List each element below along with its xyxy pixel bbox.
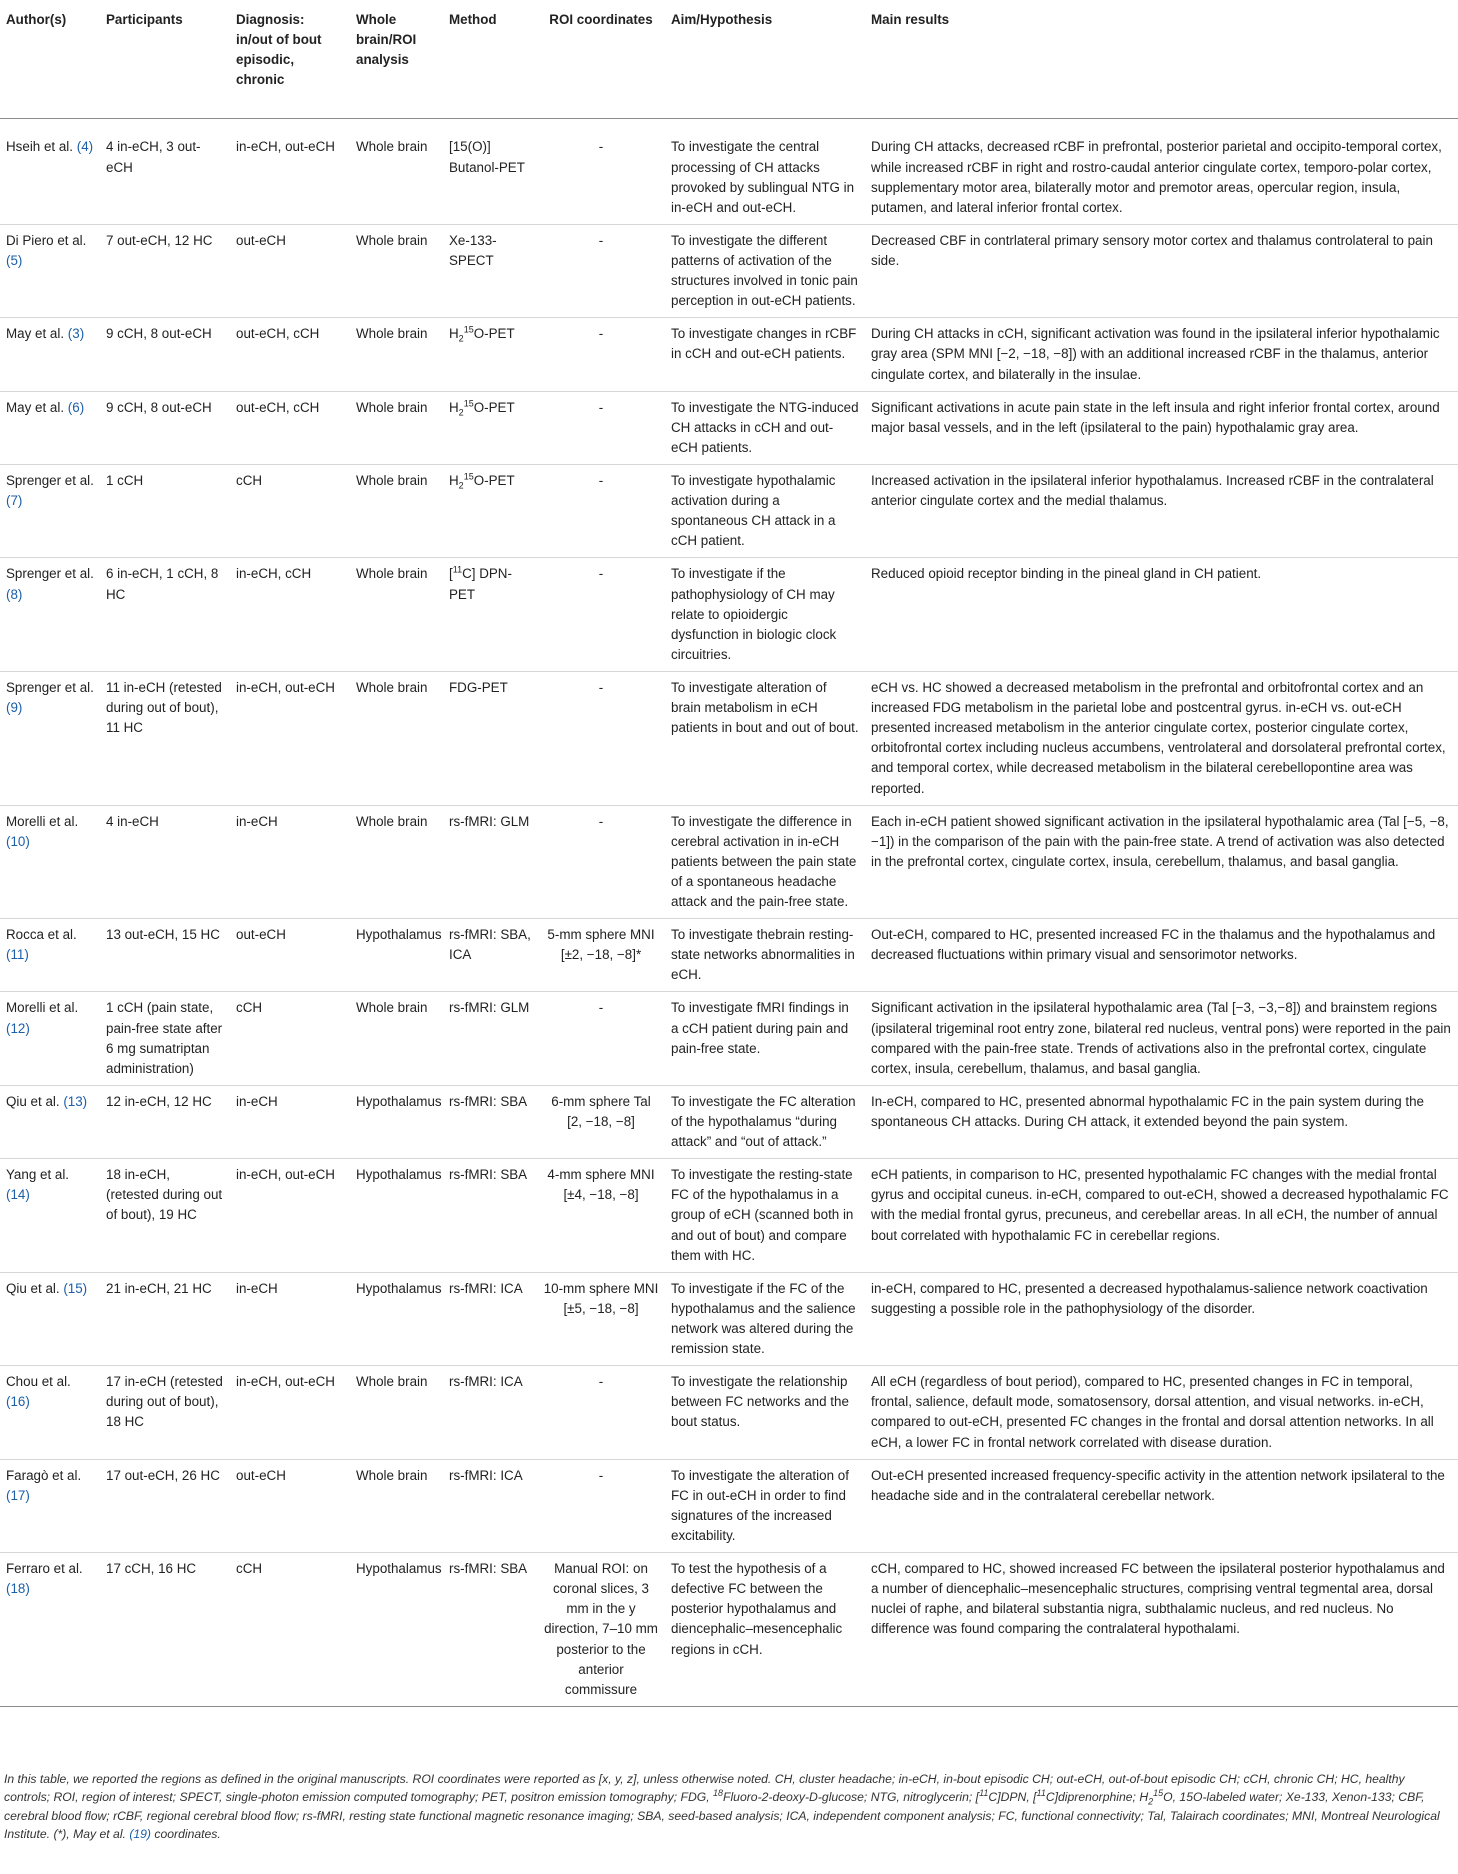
- author-cell: [0, 1272, 100, 1365]
- diagnosis-cell: in-eCH, out-eCH: [230, 119, 350, 224]
- method-prefix: [: [449, 566, 453, 582]
- reference-link[interactable]: (16): [6, 1394, 30, 1410]
- footnote-superscript: 15: [1153, 1788, 1164, 1799]
- results-cell: During CH attacks in cCH, significant activation was found in the ipsilateral inferior hypothalamic gray area (SPM MNI [−2, −18, −8]) with an additional increased rCBF in the thalamus, anterior cingulate cortex, and bilaterally in the insulae.: [865, 318, 1458, 391]
- author-name: Chou et al.: [6, 1374, 71, 1390]
- author-name: Di Piero et al.: [6, 232, 87, 248]
- participants-cell: 7 out-eCH, 12 HC: [100, 224, 230, 317]
- participants-cell: 17 in-eCH (retested during out of bout), 18 HC: [100, 1366, 230, 1459]
- author-name: Rocca et al.: [6, 927, 77, 943]
- author-cell: [0, 119, 100, 224]
- table-row: [0, 318, 1458, 391]
- table-row: [0, 464, 1458, 557]
- method-prefix: H: [449, 326, 459, 342]
- aim-cell: To investigate the FC alteration of the hypothalamus “during attack” and “out of attack.”: [665, 1085, 865, 1158]
- analysis-cell: Hypothalamus: [350, 1272, 443, 1365]
- method-suffix: O-PET: [473, 399, 515, 415]
- analysis-cell: Whole brain: [350, 805, 443, 919]
- method-prefix: H: [449, 472, 459, 488]
- header-diagnosis: Diagnosis: in/out of bout episodic, chronic: [230, 0, 350, 119]
- author-cell: [0, 1366, 100, 1459]
- author-cell: [0, 558, 100, 672]
- aim-cell: To investigate the resting-state FC of the hypothalamus in a group of eCH (scanned both in and out of bout) and compare them with HC.: [665, 1159, 865, 1273]
- method-subscript: 2: [458, 480, 464, 491]
- reference-link[interactable]: (9): [6, 700, 23, 716]
- reference-link[interactable]: (3): [67, 326, 85, 342]
- table-row: [0, 805, 1458, 919]
- reference-link[interactable]: (14): [6, 1187, 30, 1203]
- diagnosis-cell: cCH: [230, 992, 350, 1085]
- author-name: Qiu et al.: [6, 1093, 60, 1109]
- roi-cell: 10-mm sphere MNI [±5, −18, −8]: [537, 1272, 665, 1365]
- footnote-text: O, 15O-labeled water; Xe-133, Xenon-133; CBF, cerebral blood flow; rCBF, regional cerebral blood flow; rs-fMRI, resting state functional magnetic resonance imaging; SBA, seed-based analysis; ICA, independent component analysis; FC, functional connectivity; Tal, Talairach coordinates; MNI, Montreal Neurological Institute. (*), May et al.: [4, 1790, 1440, 1841]
- roi-cell: -: [537, 1459, 665, 1552]
- results-cell: Reduced opioid receptor binding in the pineal gland in CH patient.: [865, 558, 1458, 672]
- aim-cell: To investigate if the FC of the hypothalamus and the salience network was altered during the remission state.: [665, 1272, 865, 1365]
- analysis-cell: Whole brain: [350, 464, 443, 557]
- reference-link[interactable]: (12): [6, 1020, 30, 1036]
- author-name: May et al.: [6, 399, 65, 415]
- participants-cell: 1 cCH (pain state, pain-free state after 6 mg sumatriptan administration): [100, 992, 230, 1085]
- diagnosis-cell: cCH: [230, 464, 350, 557]
- method-cell: rs-fMRI: SBA: [443, 1085, 537, 1158]
- footnote-superscript: 11: [1036, 1788, 1046, 1799]
- analysis-cell: Whole brain: [350, 318, 443, 391]
- reference-link[interactable]: (4): [76, 139, 94, 155]
- author-cell: [0, 1159, 100, 1273]
- results-cell: Decreased CBF in contrlateral primary sensory motor cortex and thalamus controlateral to pain side.: [865, 224, 1458, 317]
- diagnosis-cell: cCH: [230, 1553, 350, 1707]
- author-cell: [0, 464, 100, 557]
- footnote-text: In this table, we reported the regions as defined in the original manuscripts. ROI coordinates were reported as [x, y, z], unless otherwise noted. CH, cluster headache; in-eCH, in-bout episodic CH; out-eCH, out-of-bout episodic CH; cCH, chronic CH; HC, healthy controls; ROI, region of interest; SPECT, single-photon emission computed tomography; PET, positron emission tomography; FDG,: [4, 1772, 1405, 1805]
- author-cell: [0, 1553, 100, 1707]
- table-row: [0, 992, 1458, 1085]
- method-cell: rs-fMRI: SBA: [443, 1553, 537, 1707]
- aim-cell: To investigate the central processing of CH attacks provoked by sublingual NTG in in-eCH and out-eCH.: [665, 119, 865, 224]
- diagnosis-cell: in-eCH: [230, 1085, 350, 1158]
- table-row: [0, 1159, 1458, 1273]
- author-name: May et al.: [6, 326, 65, 342]
- method-cell: rs-fMRI: GLM: [443, 992, 537, 1085]
- results-cell: Significant activations in acute pain state in the left insula and right inferior frontal cortex, around major basal vessels, and in the left (ipsilateral to the pain) hypothalamic gray area.: [865, 391, 1458, 464]
- results-cell: During CH attacks, decreased rCBF in prefrontal, posterior parietal and occipito-temporal cortex, while increased rCBF in right and rostro-caudal anterior cingulate cortex, temporo-polar cortex, supplementary motor area, bilaterally motor and premotor areas, opercular region, insula, putamen, and lateral inferior frontal cortex.: [865, 119, 1458, 224]
- method-prefix: H: [449, 399, 459, 415]
- analysis-cell: Whole brain: [350, 1459, 443, 1552]
- reference-link[interactable]: (18): [6, 1581, 30, 1597]
- table-row: [0, 558, 1458, 672]
- table-row: [0, 1272, 1458, 1365]
- footnote-superscript: 11: [979, 1788, 989, 1799]
- method-superscript: 15: [463, 398, 474, 409]
- table-row: [0, 1553, 1458, 1707]
- diagnosis-cell: in-eCH: [230, 1272, 350, 1365]
- results-cell: eCH vs. HC showed a decreased metabolism in the prefrontal and orbitofrontal cortex and an increased FDG metabolism in the parietal lobe and postcentral gyrus. in-eCH vs. out-eCH presented increased metabolism in the anterior cingulate cortex, posterior cingulate cortex, orbitofrontal cortex including nucleus accumbens, ventrolateral and dorsolateral prefrontal cortex, and temporal cortex, while decreased metabolism in the bilateral cerebellopontine area was reported.: [865, 671, 1458, 805]
- reference-link[interactable]: (13): [63, 1093, 88, 1109]
- header-results: Main results: [865, 0, 1458, 119]
- header-method: Method: [443, 0, 537, 119]
- table-row: [0, 919, 1458, 992]
- footnote-text: H: [1139, 1790, 1149, 1805]
- aim-cell: To investigate thebrain resting-state networks abnormalities in eCH.: [665, 919, 865, 992]
- method-cell: rs-fMRI: SBA, ICA: [443, 919, 537, 992]
- diagnosis-cell: out-eCH: [230, 1459, 350, 1552]
- results-cell: Increased activation in the ipsilateral inferior hypothalamus. Increased rCBF in the contralateral anterior cingulate cortex and the medial thalamus.: [865, 464, 1458, 557]
- aim-cell: To investigate if the pathophysiology of CH may relate to opioidergic dysfunction in biologic clock circuitries.: [665, 558, 865, 672]
- author-name: Ferraro et al.: [6, 1561, 83, 1577]
- header-row: [0, 0, 1458, 119]
- author-name: Hseih et al.: [6, 139, 73, 155]
- analysis-cell: Whole brain: [350, 119, 443, 224]
- participants-cell: 18 in-eCH, (retested during out of bout), 19 HC: [100, 1159, 230, 1273]
- diagnosis-cell: in-eCH, out-eCH: [230, 1159, 350, 1273]
- method-cell: [443, 391, 537, 464]
- aim-cell: To investigate the difference in cerebral activation in in-eCH patients between the pain state of a spontaneous headache attack and the pain-free state.: [665, 805, 865, 919]
- table-row: [0, 1459, 1458, 1552]
- author-name: Sprenger et al.: [6, 472, 94, 488]
- author-name: Qiu et al.: [6, 1280, 60, 1296]
- roi-cell: Manual ROI: on coronal slices, 3 mm in the y direction, 7–10 mm posterior to the anterior commissure: [537, 1553, 665, 1707]
- aim-cell: To investigate fMRI findings in a cCH patient during pain and pain-free state.: [665, 992, 865, 1085]
- table-row: [0, 119, 1458, 224]
- participants-cell: 6 in-eCH, 1 cCH, 8 HC: [100, 558, 230, 672]
- roi-cell: -: [537, 318, 665, 391]
- author-cell: [0, 805, 100, 919]
- method-cell: [443, 558, 537, 672]
- author-cell: [0, 318, 100, 391]
- method-cell: rs-fMRI: SBA: [443, 1159, 537, 1273]
- method-superscript: 15: [463, 324, 474, 335]
- participants-cell: 9 cCH, 8 out-eCH: [100, 391, 230, 464]
- reference-link[interactable]: (15): [63, 1280, 88, 1296]
- analysis-cell: Hypothalamus: [350, 1085, 443, 1158]
- results-cell: All eCH (regardless of bout period), compared to HC, presented changes in FC in temporal, frontal, salience, default mode, somatosensory, dorsal attention, and visual networks. in-eCH, compared to out-eCH, presented FC changes in the frontal and dorsal attention networks. In all eCH, a lower FC in frontal network correlated with disease duration.: [865, 1366, 1458, 1459]
- method-superscript: 15: [463, 471, 474, 482]
- table-footnote: [0, 1770, 1458, 1843]
- method-cell: Xe-133-SPECT: [443, 224, 537, 317]
- analysis-cell: Hypothalamus: [350, 919, 443, 992]
- author-name: Yang et al.: [6, 1167, 70, 1183]
- author-name: Sprenger et al.: [6, 566, 94, 582]
- method-suffix: O-PET: [473, 472, 515, 488]
- diagnosis-cell: out-eCH: [230, 919, 350, 992]
- method-cell: rs-fMRI: ICA: [443, 1459, 537, 1552]
- author-name: Faragò et al.: [6, 1467, 82, 1483]
- roi-cell: -: [537, 671, 665, 805]
- method-cell: [443, 318, 537, 391]
- aim-cell: To investigate the alteration of FC in out-eCH in order to find signatures of the increased excitability.: [665, 1459, 865, 1552]
- method-subscript: 2: [458, 407, 464, 418]
- aim-cell: To investigate the relationship between FC networks and the bout status.: [665, 1366, 865, 1459]
- reference-link[interactable]: (19): [129, 1826, 151, 1841]
- analysis-cell: Whole brain: [350, 671, 443, 805]
- roi-cell: -: [537, 1366, 665, 1459]
- aim-cell: To investigate alteration of brain metabolism in eCH patients in bout and out of bout.: [665, 671, 865, 805]
- method-cell: rs-fMRI: GLM: [443, 805, 537, 919]
- method-suffix: O-PET: [473, 326, 515, 342]
- reference-link[interactable]: (5): [6, 252, 23, 268]
- method-cell: FDG-PET: [443, 671, 537, 805]
- method-superscript: 11: [452, 564, 463, 575]
- footnote-superscript: 18: [713, 1788, 724, 1799]
- table-row: [0, 1085, 1458, 1158]
- table-row: [0, 224, 1458, 317]
- participants-cell: 17 out-eCH, 26 HC: [100, 1459, 230, 1552]
- analysis-cell: Hypothalamus: [350, 1553, 443, 1707]
- author-cell: [0, 671, 100, 805]
- roi-cell: -: [537, 805, 665, 919]
- reference-link[interactable]: (7): [6, 493, 23, 509]
- diagnosis-cell: in-eCH: [230, 805, 350, 919]
- analysis-cell: Hypothalamus: [350, 1159, 443, 1273]
- aim-cell: To investigate hypothalamic activation during a spontaneous CH attack in a cCH patient.: [665, 464, 865, 557]
- author-cell: [0, 224, 100, 317]
- roi-cell: 5-mm sphere MNI [±2, −18, −8]*: [537, 919, 665, 992]
- diagnosis-cell: in-eCH, cCH: [230, 558, 350, 672]
- method-cell: rs-fMRI: ICA: [443, 1272, 537, 1365]
- author-name: Morelli et al.: [6, 1000, 79, 1016]
- participants-cell: 17 cCH, 16 HC: [100, 1553, 230, 1707]
- analysis-cell: Whole brain: [350, 391, 443, 464]
- method-cell: [443, 464, 537, 557]
- footnote-text: coordinates.: [151, 1826, 221, 1841]
- participants-cell: 21 in-eCH, 21 HC: [100, 1272, 230, 1365]
- participants-cell: 4 in-eCH, 3 out-eCH: [100, 119, 230, 224]
- participants-cell: 11 in-eCH (retested during out of bout), 11 HC: [100, 671, 230, 805]
- analysis-cell: Whole brain: [350, 1366, 443, 1459]
- reference-link[interactable]: (10): [6, 833, 30, 849]
- diagnosis-cell: in-eCH, out-eCH: [230, 1366, 350, 1459]
- author-cell: [0, 1459, 100, 1552]
- reference-link[interactable]: (11): [6, 947, 29, 963]
- roi-cell: -: [537, 464, 665, 557]
- analysis-cell: Whole brain: [350, 992, 443, 1085]
- roi-cell: 4-mm sphere MNI [±4, −18, −8]: [537, 1159, 665, 1273]
- results-cell: Significant activation in the ipsilateral hypothalamic area (Tal [−3, −3,−8]) and brainstem regions (ipsilateral trigeminal root entry zone, bilateral red nucleus, ventral pons) were reported in the pain compared with the pain-free state. Trends of activations also in the prefrontal cortex, cingulate cortex, insula, cerebellum, thalamus, and basal ganglia.: [865, 992, 1458, 1085]
- participants-cell: 9 cCH, 8 out-eCH: [100, 318, 230, 391]
- results-cell: In-eCH, compared to HC, presented abnormal hypothalamic FC in the pain system during the spontaneous CH attacks. During CH attack, it extended beyond the pain system.: [865, 1085, 1458, 1158]
- author-cell: [0, 1085, 100, 1158]
- results-cell: eCH patients, in comparison to HC, presented hypothalamic FC changes with the medial frontal gyrus and occipital cuneus. in-eCH, compared to out-eCH, showed a decreased hypothalamic FC with the medial frontal gyrus, precuneus, and cerebellar areas. In all eCH, the number of annual bout correlated with hypothalamic FC in cerebellar regions.: [865, 1159, 1458, 1273]
- results-cell: in-eCH, compared to HC, presented a decreased hypothalamus-salience network coactivation suggesting a possible role in the pathophysiology of the disorder.: [865, 1272, 1458, 1365]
- footnote-subscript: 2: [1148, 1796, 1154, 1807]
- participants-cell: 4 in-eCH: [100, 805, 230, 919]
- footnote-text: Fluoro-2-deoxy-D-glucose; NTG, nitroglycerin; [: [723, 1790, 980, 1805]
- roi-cell: -: [537, 992, 665, 1085]
- diagnosis-cell: out-eCH, cCH: [230, 391, 350, 464]
- header-participants: Participants: [100, 0, 230, 119]
- roi-cell: -: [537, 391, 665, 464]
- table-row: [0, 671, 1458, 805]
- diagnosis-cell: out-eCH, cCH: [230, 318, 350, 391]
- method-subscript: 2: [458, 333, 464, 344]
- header-authors: Author(s): [0, 0, 100, 119]
- diagnosis-cell: in-eCH, out-eCH: [230, 671, 350, 805]
- roi-cell: -: [537, 119, 665, 224]
- reference-link[interactable]: (6): [67, 399, 85, 415]
- roi-cell: -: [537, 558, 665, 672]
- aim-cell: To investigate changes in rCBF in cCH and out-eCH patients.: [665, 318, 865, 391]
- results-cell: Out-eCH, compared to HC, presented increased FC in the thalamus and the hypothalamus and decreased fluctuations within primary visual and sensorimotor networks.: [865, 919, 1458, 992]
- table-row: [0, 391, 1458, 464]
- method-cell: [15(O)] Butanol-PET: [443, 119, 537, 224]
- analysis-cell: Whole brain: [350, 224, 443, 317]
- aim-cell: To investigate the different patterns of activation of the structures involved in tonic pain perception in out-eCH patients.: [665, 224, 865, 317]
- results-cell: Out-eCH presented increased frequency-specific activity in the attention network ipsilateral to the headache side and in the contralateral cerebellar network.: [865, 1459, 1458, 1552]
- aim-cell: To test the hypothesis of a defective FC between the posterior hypothalamus and diencephalic–mesencephalic regions in cCH.: [665, 1553, 865, 1707]
- author-cell: [0, 391, 100, 464]
- author-cell: [0, 992, 100, 1085]
- header-aim: Aim/Hypothesis: [665, 0, 865, 119]
- participants-cell: 1 cCH: [100, 464, 230, 557]
- table-row: [0, 1366, 1458, 1459]
- reference-link[interactable]: (8): [6, 586, 23, 602]
- header-analysis: Whole brain/ROI analysis: [350, 0, 443, 119]
- author-name: Sprenger et al.: [6, 679, 94, 695]
- participants-cell: 12 in-eCH, 12 HC: [100, 1085, 230, 1158]
- footnote-text: C]diprenorphine;: [1045, 1790, 1140, 1805]
- method-cell: rs-fMRI: ICA: [443, 1366, 537, 1459]
- diagnosis-cell: out-eCH: [230, 224, 350, 317]
- method-suffix: C] DPN-PET: [449, 566, 512, 602]
- roi-cell: 6-mm sphere Tal [2, −18, −8]: [537, 1085, 665, 1158]
- analysis-cell: Whole brain: [350, 558, 443, 672]
- author-cell: [0, 919, 100, 992]
- reference-link[interactable]: (17): [6, 1487, 30, 1503]
- participants-cell: 13 out-eCH, 15 HC: [100, 919, 230, 992]
- header-roi: ROI coordinates: [537, 0, 665, 119]
- footnote-text: C]DPN, [: [988, 1790, 1037, 1805]
- author-name: Morelli et al.: [6, 813, 79, 829]
- results-cell: Each in-eCH patient showed significant activation in the ipsilateral hypothalamic area (Tal [−5, −8, −1]) in the comparison of the pain with the pain-free state. A trend of activation was also detected in the prefrontal cortex, cingulate cortex, insula, cerebellum, thalamus, and basal ganglia.: [865, 805, 1458, 919]
- roi-cell: -: [537, 224, 665, 317]
- results-cell: cCH, compared to HC, showed increased FC between the ipsilateral posterior hypothalamus and a number of diencephalic–mesencephalic structures, comprising ventral tegmental area, dorsal nuclei of raphe, and bilateral substantia nigra, subthalamic nucleus, and red nucleus. No difference was found comparing the contralateral hypothalami.: [865, 1553, 1458, 1707]
- aim-cell: To investigate the NTG-induced CH attacks in cCH and out-eCH patients.: [665, 391, 865, 464]
